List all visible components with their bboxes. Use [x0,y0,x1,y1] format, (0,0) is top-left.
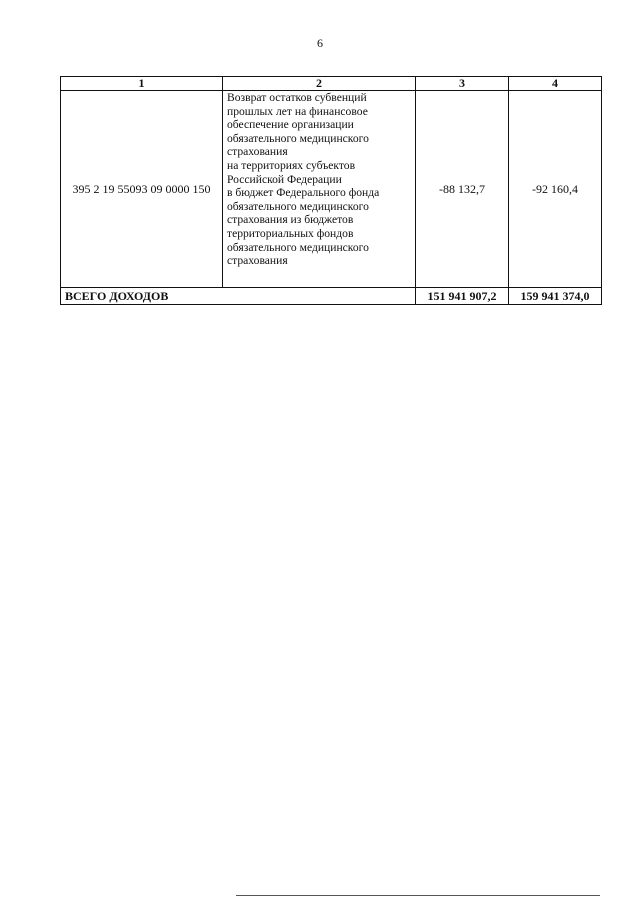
footer-divider [236,895,600,896]
income-name-line: обязательного медицинского [227,240,369,254]
income-name-line: Российской Федерации [227,172,342,186]
budget-code-cell: 395 2 19 55093 09 0000 150 [61,91,223,288]
column-header-4: 4 [509,77,602,91]
income-name-line: обязательного медицинского [227,199,369,213]
income-name-line: обеспечение организации [227,118,354,132]
column-header-1: 1 [61,77,223,91]
table-row [61,91,602,288]
income-name-line: обязательного медицинского [227,131,369,145]
total-label: ВСЕГО ДОХОДОВ [61,288,416,305]
column-header-3: 3 [416,77,509,91]
income-name-line: страхования [227,145,288,159]
amount-col3-cell: -88 132,7 [416,91,509,288]
page-number: 6 [317,36,323,50]
column-header-2: 2 [223,77,416,91]
income-name-line: в бюджет Федерального фонда [227,186,380,200]
income-name-line: территориальных фондов [227,226,354,240]
revenue-table [60,76,602,305]
table-header-row [61,77,602,91]
total-row [61,288,602,305]
income-name-cell [223,91,416,288]
income-name-line: прошлых лет на финансовое [227,104,368,118]
income-name-line: на территориях субъектов [227,158,356,172]
income-name-line: страхования [227,254,288,268]
income-name-line: страхования из бюджетов [227,213,354,227]
amount-col4-cell: -92 160,4 [509,91,602,288]
income-name-line: Возврат остатков субвенций [227,91,367,104]
total-amount-col3: 151 941 907,2 [416,288,509,305]
total-amount-col4: 159 941 374,0 [509,288,602,305]
